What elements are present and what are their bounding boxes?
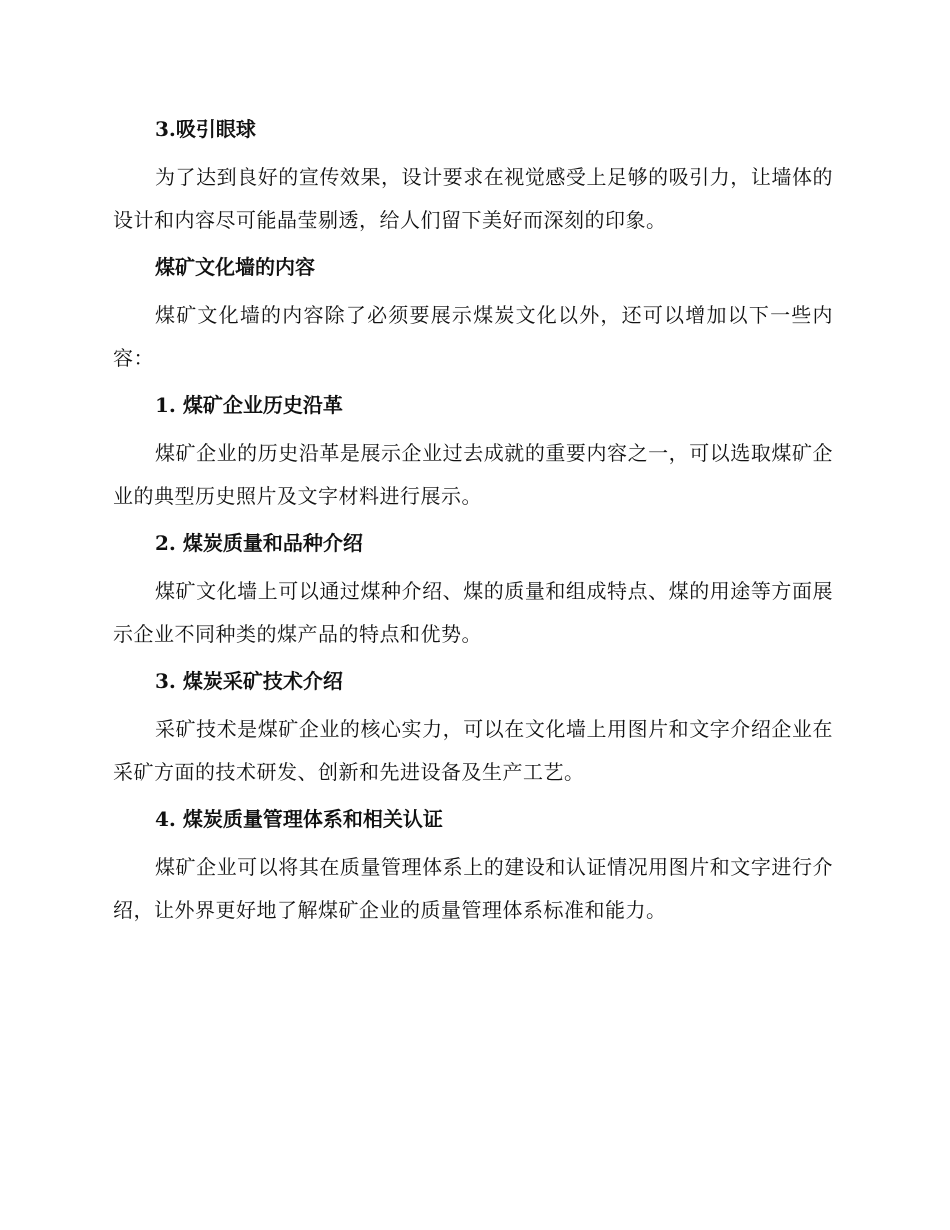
- section-heading: 3.吸引眼球: [155, 117, 256, 141]
- section-paragraph: 为了达到良好的宣传效果，设计要求在视觉感受上足够的吸引力，让墙体的设计和内容尽可能晶莹剔透，给人们留下美好而深刻的印象。: [113, 165, 833, 232]
- section-heading: 3. 煤炭采矿技术介绍: [155, 669, 343, 693]
- section-quality-management: [113, 802, 833, 932]
- section-paragraph: 采矿技术是煤矿企业的核心实力，可以在文化墙上用图片和文字介绍企业在采矿方面的技术研发、创新和先进设备及生产工艺。: [113, 717, 833, 784]
- document-page: [113, 112, 833, 932]
- section-attract-attention: [113, 112, 833, 242]
- section-mining-technology: [113, 664, 833, 794]
- section-paragraph: 煤矿企业的历史沿革是展示企业过去成就的重要内容之一，可以选取煤矿企业的典型历史照片及文字材料进行展示。: [113, 441, 833, 508]
- section-history: [113, 388, 833, 518]
- section-paragraph: 煤矿文化墙的内容除了必须要展示煤炭文化以外，还可以增加以下一些内容：: [113, 303, 833, 370]
- section-heading: 煤矿文化墙的内容: [155, 255, 315, 279]
- section-paragraph: 煤矿企业可以将其在质量管理体系上的建设和认证情况用图片和文字进行介绍，让外界更好地了解煤矿企业的质量管理体系标准和能力。: [113, 855, 833, 922]
- section-heading: 4. 煤炭质量管理体系和相关认证: [155, 807, 443, 831]
- section-wall-content: [113, 250, 833, 380]
- section-paragraph: 煤矿文化墙上可以通过煤种介绍、煤的质量和组成特点、煤的用途等方面展示企业不同种类的煤产品的特点和优势。: [113, 579, 833, 646]
- section-quality-varieties: [113, 526, 833, 656]
- section-heading: 1. 煤矿企业历史沿革: [155, 393, 343, 417]
- section-heading: 2. 煤炭质量和品种介绍: [155, 531, 363, 555]
